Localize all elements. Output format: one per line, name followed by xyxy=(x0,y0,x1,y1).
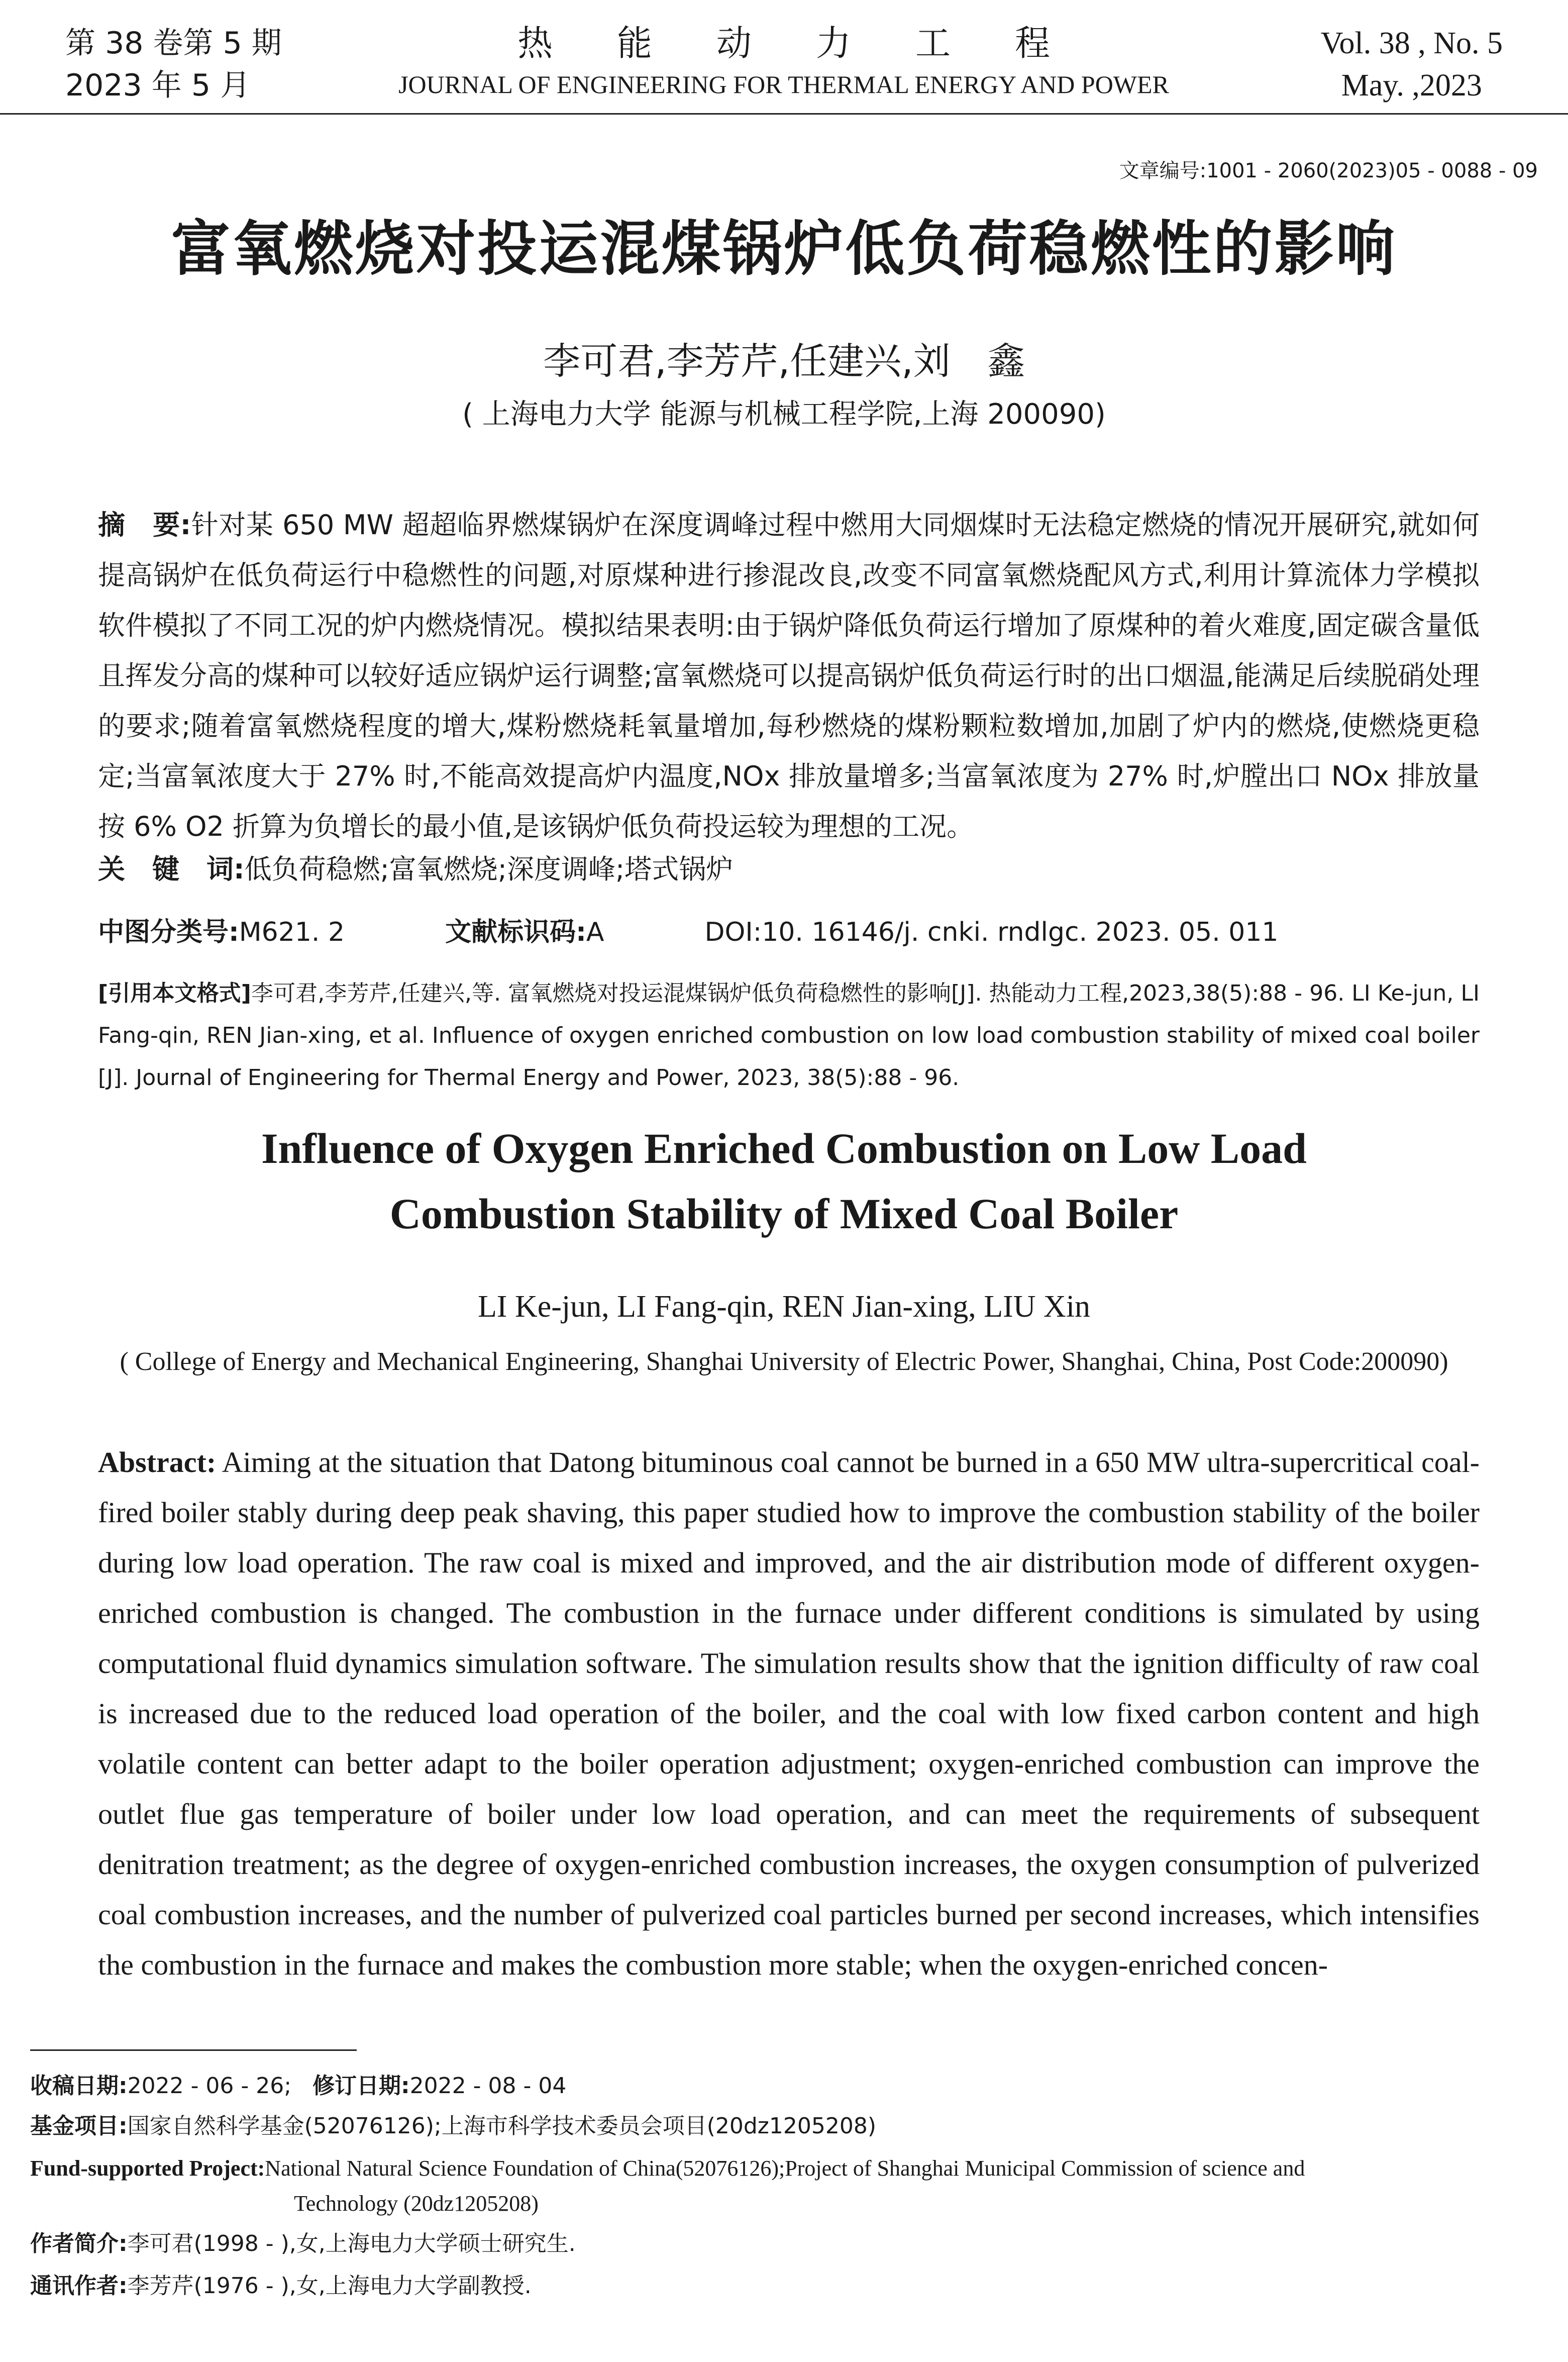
fund-text: 国家自然科学基金(52076126);上海市科学技术委员会项目(20dz1205208) xyxy=(127,2113,877,2139)
issue-zh: 第 38 卷第 5 期 xyxy=(65,26,282,61)
issue-info-en xyxy=(1321,22,1503,107)
header-rule xyxy=(0,113,1568,115)
doc-code-value: A xyxy=(586,917,604,947)
authors-en: LI Ke-jun, LI Fang-qin, REN Jian-xing, LIU Xin xyxy=(477,1290,1091,1324)
issue-info-zh xyxy=(65,22,282,107)
abstract-en-label: Abstract: xyxy=(98,1446,217,1479)
abstract-zh-text: 针对某 650 MW 超超临界燃煤锅炉在深度调峰过程中燃用大同烟煤时无法稳定燃烧的情况开展研究,就如何提高锅炉在低负荷运行中稳燃性的问题,对原煤种进行掺混改良,改变不同富氧燃烧配风方式,利用计算流体力学模拟软件模拟了不同工况的炉内燃烧情况。模拟结果表明:由于锅炉降低负荷运行增加了原煤种的着火难度,固定碳含量低且挥发分高的煤种可以较好适应锅炉运行调整;富氧燃烧可以提高锅炉低负荷运行时的出口烟温,能满足后续脱硝处理的要求;随着富氧燃烧程度的增大,煤粉燃烧耗氧量增加,每秒燃烧的煤粉颗粒数增加,加剧了炉内的燃烧,使燃烧更稳定;当富氧浓度大于 27% 时,不能高效提高炉内温度,NOx 排放量增多;当富氧浓度为 27% 时,炉膛出口 NOx 排放量按 6% O2 折算为负增长的最小值,是该锅炉低负荷投运较为理想的工况。 xyxy=(98,509,1480,842)
footnote-fund xyxy=(30,2110,1537,2143)
date-zh: 2023 年 5 月 xyxy=(65,68,251,103)
corresponding-label: 通讯作者: xyxy=(30,2273,128,2299)
fund-en-text-1: National Natural Science Foundation of China(52076126);Project of Shanghai Municipal Commission of science and xyxy=(265,2156,1305,2181)
journal-name xyxy=(311,22,1256,105)
fund-label: 基金项目: xyxy=(30,2113,128,2139)
citation xyxy=(98,972,1480,1099)
keywords xyxy=(98,849,1480,890)
revised-date: 2022 - 08 - 04 xyxy=(409,2073,567,2099)
keywords-label: 关 键 词: xyxy=(98,853,245,885)
fund-en-label: Fund-supported Project: xyxy=(30,2156,265,2181)
revised-label: 修订日期: xyxy=(312,2073,410,2099)
footnote-fund-en xyxy=(30,2152,1537,2185)
article-number: 文章编号:1001 - 2060(2023)05 - 0088 - 09 xyxy=(1119,159,1538,182)
footnote-rule xyxy=(30,2049,357,2051)
corresponding-author: 李芳芹(1976 - ),女,上海电力大学副教授. xyxy=(127,2273,532,2299)
footnote-corresponding xyxy=(30,2270,1537,2303)
journal-name-en: JOURNAL OF ENGINEERING FOR THERMAL ENERGY AND POWER xyxy=(398,70,1169,99)
classification xyxy=(98,912,1480,952)
received-label: 收稿日期: xyxy=(30,2073,128,2099)
clc-label: 中图分类号: xyxy=(98,917,239,947)
journal-name-zh: 热能动力工程 xyxy=(517,23,1114,64)
doc-code-label: 文献标识码: xyxy=(445,917,586,947)
title-zh: 富氧燃烧对投运混煤锅炉低负荷稳燃性的影响 xyxy=(171,214,1397,283)
abstract-zh-label: 摘 要: xyxy=(98,509,191,541)
abstract-en xyxy=(98,1437,1480,1990)
citation-label: [引用本文格式] xyxy=(98,980,251,1006)
date-en: May. ,2023 xyxy=(1341,68,1482,103)
title-en-line2: Combustion Stability of Mixed Coal Boiler xyxy=(389,1190,1179,1238)
citation-text: 李可君,李芳芹,任建兴,等. 富氧燃烧对投运混煤锅炉低负荷稳燃性的影响[J]. 热能动力工程,2023,38(5):88 - 96. LI Ke-jun, LI Fang-qin, REN Jian-xing, et al. Influence of oxygen enriched combustion on low load combustion stability of mixed coal boiler [J]. Journal of Engineering for Thermal Energy and Power, 2023, 38(5):88 - 96. xyxy=(98,980,1480,1091)
affiliation-en: ( College of Energy and Mechanical Engineering, Shanghai University of Electric Power, Shanghai, China, Post Code:200090) xyxy=(120,1347,1448,1376)
keywords-text: 低负荷稳燃;富氧燃烧;深度调峰;塔式锅炉 xyxy=(244,853,734,885)
authors-zh: 李可君,李芳芹,任建兴,刘 鑫 xyxy=(543,340,1025,383)
title-en-line1: Influence of Oxygen Enriched Combustion on Low Load xyxy=(261,1124,1307,1172)
abstract-en-text: Aiming at the situation that Datong bituminous coal cannot be burned in a 650 MW ultra-supercritical coal-fired boiler stably during deep peak shaving, this paper studied how to improve the combustion stability of the boiler during low load operation. The raw coal is mixed and improved, and the air distribution mode of different oxygen-enriched combustion is changed. The combustion in the furnace under different conditions is simulated by using computational fluid dynamics simulation software. The simulation results show that the ignition difficulty of raw coal is increased due to the reduced load operation of the boiler, and the coal with low fixed carbon content and high volatile content can better adapt to the boiler operation adjustment; oxygen-enriched combustion can improve the outlet flue gas temperature of boiler under low load operation, and can meet the requirements of subsequent denitration treatment; as the degree of oxygen-enriched combustion increases, the oxygen consumption of pulverized coal combustion increases, and the number of pulverized coal particles burned per second increases, which intensifies the combustion in the furnace and makes the combustion more stable; when the oxygen-enriched concen- xyxy=(98,1446,1480,1981)
clc-value: M621. 2 xyxy=(239,917,345,947)
title-en xyxy=(0,1116,1568,1246)
author-bio: 李可君(1998 - ),女,上海电力大学硕士研究生. xyxy=(127,2231,576,2256)
footnote-author xyxy=(30,2227,1537,2260)
abstract-zh xyxy=(98,500,1480,852)
received-date: 2022 - 06 - 26; xyxy=(127,2073,292,2099)
footnote-dates xyxy=(30,2070,1537,2103)
vol-en: Vol. 38 , No. 5 xyxy=(1320,26,1503,60)
affiliation-zh: ( 上海电力大学 能源与机械工程学院,上海 200090) xyxy=(462,398,1106,431)
author-bio-label: 作者简介: xyxy=(30,2231,128,2256)
footnote-fund-en-cont: Technology (20dz1205208) xyxy=(294,2191,539,2216)
doi: DOI:10. 16146/j. cnki. rndlgc. 2023. 05. 011 xyxy=(704,917,1279,947)
